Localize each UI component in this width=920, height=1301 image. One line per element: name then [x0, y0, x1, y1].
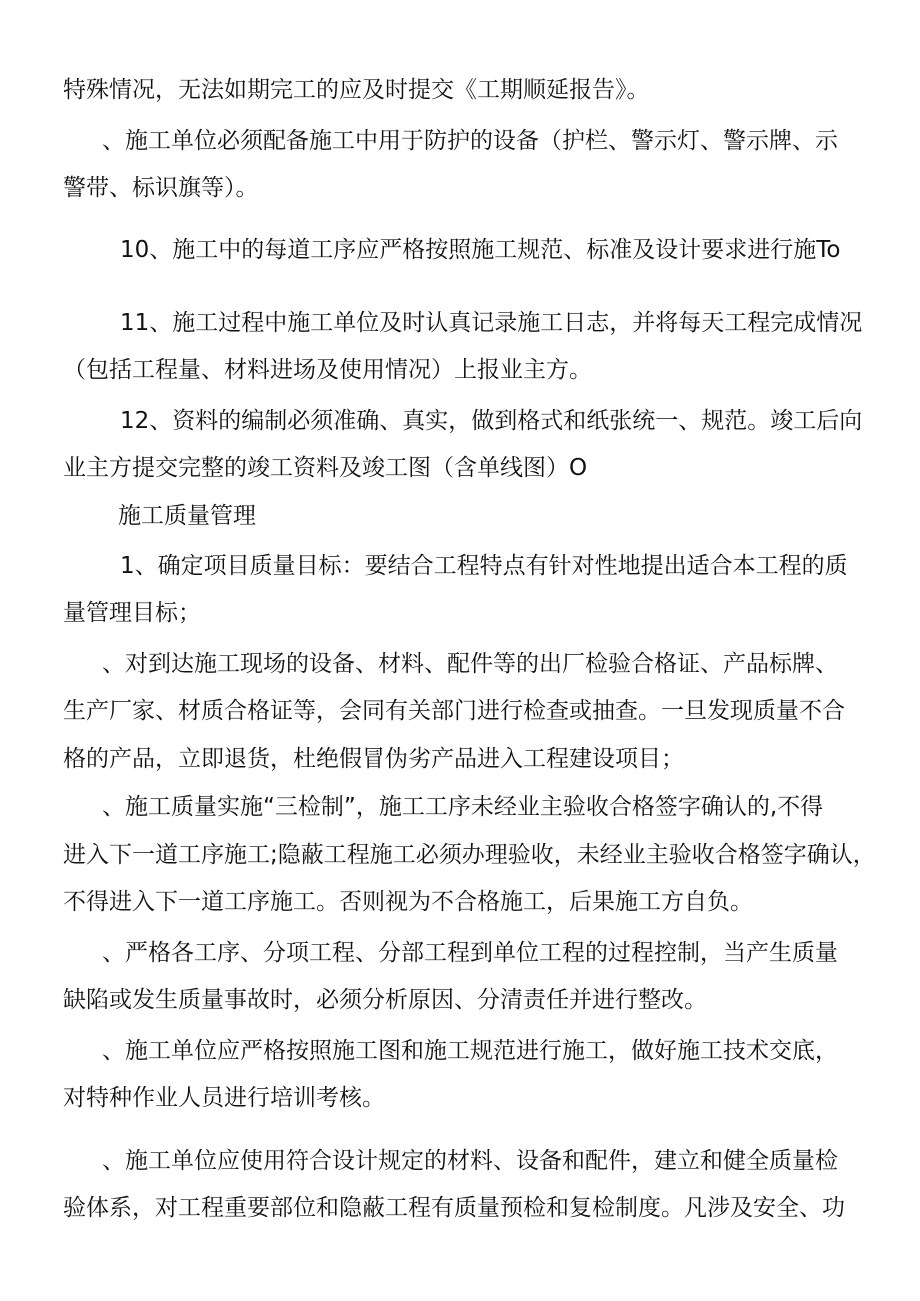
text-line-4: 10、施工中的每道工序应严格按照施工规范、标准及设计要求进行施To — [120, 237, 841, 263]
text-line-19: 缺陷或发生质量事故时，必须分析原因、分清责任并进行整改。 — [63, 987, 707, 1013]
text-line-21: 对特种作业人员进行培训考核。 — [63, 1085, 385, 1111]
text-line-12: 、对到达施工现场的设备、材料、配件等的出厂检验合格证、产品标牌、 — [102, 651, 838, 677]
text-line-20: 、施工单位应严格按照施工图和施工规范进行施工，做好施工技术交底， — [102, 1038, 838, 1064]
text-line-7: 12、资料的编制必须准确、真实，做到格式和纸张统一、规范。竣工后向 — [120, 408, 863, 434]
text-line-17: 不得进入下一道工序施工。否则视为不合格施工，后果施工方自负。 — [63, 889, 753, 915]
text-line-16: 进入下一道工序施工;隐蔽工程施工必须办理验收，未经业主验收合格签字确认， — [63, 842, 876, 868]
text-line-1: 特殊情况，无法如期完工的应及时提交《工期顺延报告》。 — [63, 77, 650, 103]
text-line-23: 验体系，对工程重要部位和隐蔽工程有质量预检和复检制度。凡涉及安全、功 — [63, 1195, 845, 1221]
text-line-8: 业主方提交完整的竣工资料及竣工图（含单线图）O — [63, 455, 588, 481]
text-line-2: 、施工单位必须配备施工中用于防护的设备（护栏、警示灯、警示牌、示 — [102, 128, 838, 154]
text-line-6: （包括工程量、材料进场及使用情况）上报业主方。 — [63, 357, 592, 383]
text-line-3: 警带、标识旗等）。 — [63, 175, 259, 201]
text-line-13: 生产厂家、材质合格证等，会同有关部门进行检查或抽查。一旦发现质量不合 — [63, 698, 845, 724]
text-line-14: 格的产品，立即退货，杜绝假冒伪劣产品进入工程建设项目； — [63, 746, 684, 772]
text-line-5: 11、施工过程中施工单位及时认真记录施工日志，并将每天工程完成情况 — [120, 310, 863, 336]
text-line-22: 、施工单位应使用符合设计规定的材料、设备和配件，建立和健全质量检 — [102, 1148, 838, 1174]
text-line-15: 、施工质量实施“三检制”，施工工序未经业主验收合格签字确认的,不得 — [102, 794, 824, 820]
text-line-11: 量管理目标； — [63, 600, 201, 626]
section-heading: 施工质量管理 — [118, 503, 256, 529]
text-line-10: 1、确定项目质量目标：要结合工程特点有针对性地提出适合本工程的质 — [120, 553, 848, 579]
text-line-18: 、严格各工序、分项工程、分部工程到单位工程的过程控制，当产生质量 — [102, 940, 838, 966]
